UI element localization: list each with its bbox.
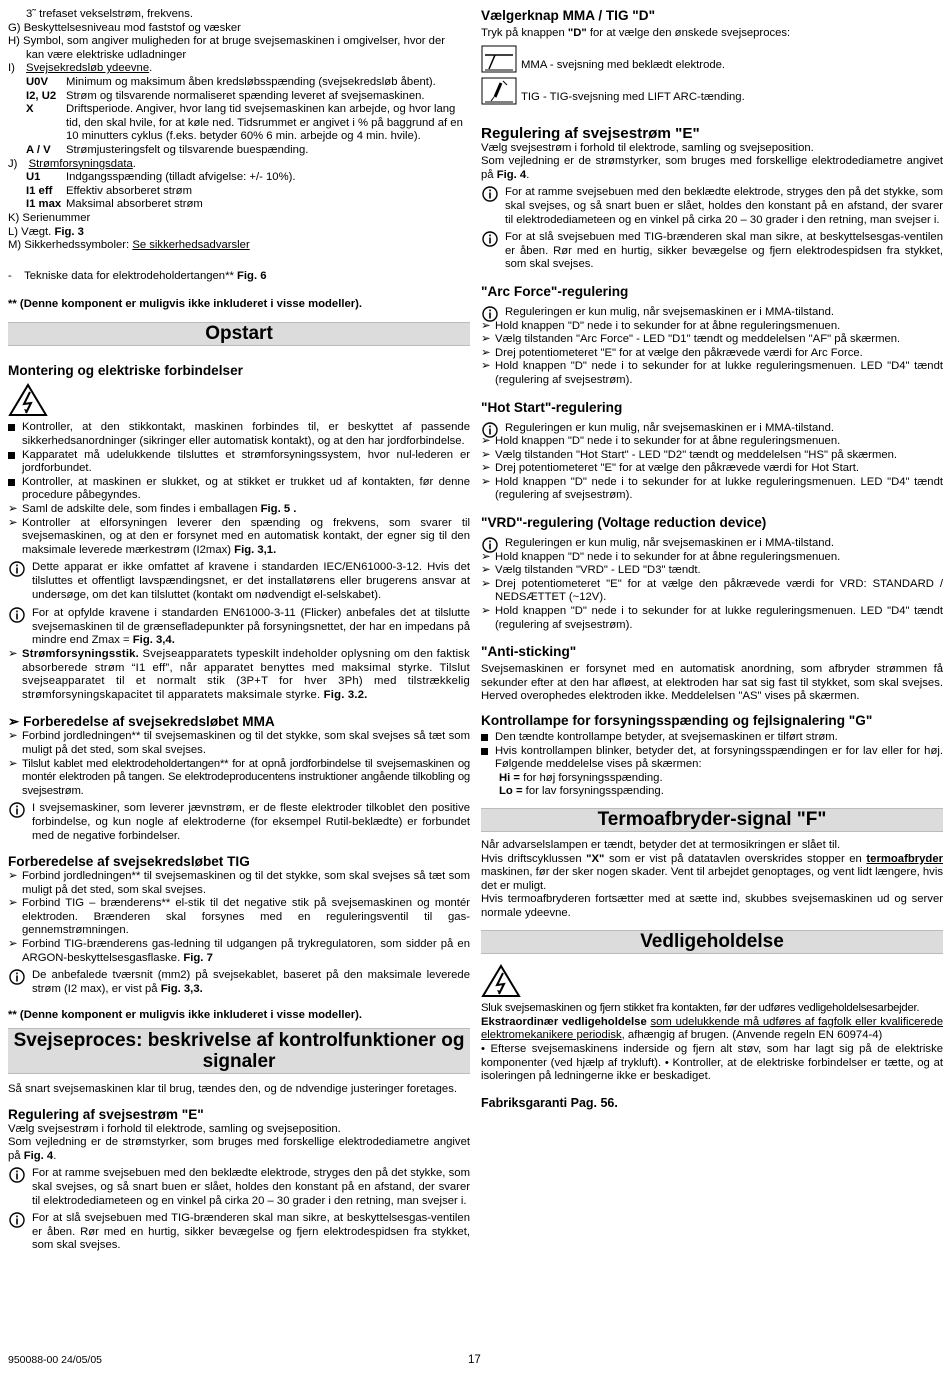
list-item: ➢ Hold knappen "D" nede i to sekunder for at lukke reguleringsmenuen. LED "D4" tændt (regulering af svejsestrøm). xyxy=(481,605,943,631)
document-code: 950088-00 24/05/05 xyxy=(8,1354,103,1366)
banner-svejseproces: Svejseproces: beskrivelse af kontrolfunktioner og signaler xyxy=(8,1028,470,1074)
banner-termoafbryder: Termoafbryder-signal "F" xyxy=(481,808,943,832)
arrow-bullet-icon: ➢ xyxy=(481,550,491,563)
tig-torch-icon xyxy=(481,77,517,105)
arrow-bullet-icon: ➢ xyxy=(8,938,18,951)
text-line: G) Beskyttelsesniveau mod faststof og væsker xyxy=(8,21,241,34)
section-j: J) Strømforsyningsdata. xyxy=(8,157,136,170)
text-line: Sluk svejsemaskinen og fjern stikket fra kontakten, før der udføres vedligeholdelsesarbejder. xyxy=(481,1002,920,1015)
arrow-bullet-icon: ➢ xyxy=(8,757,18,770)
safety-link[interactable]: Se sikkerhedsadvarsler xyxy=(132,239,250,252)
arrow-bullet-icon: ➢ xyxy=(481,346,491,359)
list-item: Kontroller, at maskinen er slukket, og at stikket er trukket ud af kontakten, før denne procedure påbegyndes. xyxy=(8,476,470,503)
square-bullet-icon xyxy=(8,424,15,431)
text-line: Som vejledning er de strømstyrker, som bruges med forskellige elektrodediametre angivet på Fig. 4. xyxy=(481,155,943,181)
section-j-title: Strømforsyningsdata xyxy=(28,157,133,170)
heading-hot-start: "Hot Start"-regulering xyxy=(481,399,623,415)
list-item: ➢ Forbind TIG-brænderens gas-ledning til udgangen på trykregulatoren, som sidder på en ARGON-beskyttelsesgasflaske. Fig. 7 xyxy=(8,938,470,964)
info-note: Dette apparat er ikke omfattet af kravene i standarden IEC/EN61000-3-12. Hvis det tilsluttes et offentligt lavspændingsnet, er det installatørens eller brugerens ansvar at undersøge, om det kan tilsluttet (kontakt om nødvendigt el-selskabet). xyxy=(8,561,470,602)
list-item: ➢ Drej potentiometeret "E" for at vælge den påkrævede værdi for VRD: STANDARD / NEDSÆTTET (~12V). xyxy=(481,577,943,604)
info-note: De anbefalede tværsnit (mm2) på svejsekablet, baseret på den maksimale leverede strøm (I2 max), er vist på Fig. 3,3. xyxy=(8,969,470,996)
arrow-bullet-icon: ➢ xyxy=(8,516,18,529)
arrow-bullet-icon: ➢ xyxy=(481,360,491,373)
list-item: ➢ Strømforsyningsstik. Svejseapparatets typeskilt indeholder oplysning om den faktisk absorberede strøm “I1 eff”, når apparatet benyttes med maksimal styrke. Tilslut svejseapparatet til et normalt stik (3P+T for hver 3Ph) med tilstrækkelig strømforsyningskapacitet til apparatets maksimale styrke. Fig. 3.2. xyxy=(8,647,470,701)
section-i: I) Svejsekredsløb ydeevne. xyxy=(8,62,153,75)
text-line: H) Symbol, som angiver muligheden for at bruge svejsemaskinen i omgivelser, hvor der xyxy=(8,35,446,48)
text-line: kan være elektriske udladninger xyxy=(26,48,187,61)
square-bullet-icon xyxy=(481,748,488,755)
arrow-bullet-icon: ➢ xyxy=(481,577,491,590)
text-line: Hi = for høj forsyningsspænding. xyxy=(499,771,663,784)
text-line: L) Vægt. Fig. 3 xyxy=(8,225,84,238)
arrow-bullet-icon: ➢ xyxy=(481,605,491,618)
arrow-bullet-icon: ➢ xyxy=(8,714,24,730)
electric-warning-icon xyxy=(8,383,48,417)
section-i-title: Svejsekredsløb ydeevne xyxy=(26,62,150,75)
info-note: For at slå svejsebuen med TIG-brænderen skal man sikre, at beskyttelsesgas-ventilen er åben. Rør med en hurtig, sikker bevægelse og fjern elektrodespidsen fra stykket, som skal svejses. xyxy=(8,1212,470,1253)
info-icon xyxy=(482,231,498,247)
footnote: ** (Denne komponent er muligvis ikke inkluderet i visse modeller). xyxy=(8,298,363,311)
list-item: ➢ Drej potentiometeret "E" for at vælge den påkrævede værdi for Hot Start. xyxy=(481,462,860,475)
info-icon xyxy=(9,1212,25,1228)
left-column xyxy=(8,8,470,1253)
list-item: ➢ Hold knappen "D" nede i to sekunder for at åbne reguleringsmenuen. xyxy=(481,435,841,448)
heading-arc-force: "Arc Force"-regulering xyxy=(481,283,629,299)
heading-tig: Forberedelse af svejsekredsløbet TIG xyxy=(8,854,250,870)
list-item: ➢ Forbind jordledningen** til svejsemaskinen og til det stykke, som skal svejses så tæt som muligt på det sted, som skal svejses. xyxy=(8,730,470,756)
info-note: For at ramme svejsebuen med den beklædte elektrode, stryges den på det stykke, som skal svejses, og så snart buen er slået, holdes den konstant på en afstand, der svarer til elektrodediameteen og en vinkel på cirka 20 – 30 grader i den retning, man svejser i. xyxy=(481,186,943,227)
info-icon xyxy=(9,1167,25,1183)
text-line: Lo = for lav forsyningsspænding. xyxy=(499,785,664,798)
list-item: Hvis kontrollampen blinker, betyder det, at forsyningsspændingen er for lav eller for høj. Følgende meddelelse vises på skærmen: xyxy=(481,745,943,772)
info-icon xyxy=(9,561,25,577)
arrow-bullet-icon: ➢ xyxy=(481,448,491,461)
text-line: Når advarselslampen er tændt, betyder det at termosikringen er slået til. xyxy=(481,838,841,851)
arrow-bullet-icon: ➢ xyxy=(8,870,18,883)
text-line: Som vejledning er de strømstyrker, som bruges med forskellige elektrodediametre angivet på Fig. 4. xyxy=(8,1136,470,1162)
arrow-bullet-icon: ➢ xyxy=(481,564,491,577)
arrow-bullet-icon: ➢ xyxy=(8,897,18,910)
arrow-bullet-icon: ➢ xyxy=(481,462,491,475)
mma-option: MMA - svejsning med beklædt elektrode. xyxy=(481,45,943,73)
list-item: ➢ Forbind TIG – brænderens** el-stik til det negative stik på svejsemaskinen og montér elektroden. Brænderen skal forsynes med en reguleringsventil til gas-gennemstrømningen. xyxy=(8,897,470,937)
text-line: 3˜ trefaset vekselstrøm, frekvens. xyxy=(26,8,193,20)
heading-regulering: Regulering af svejsestrøm "E" xyxy=(8,1106,204,1122)
text-block: Svejsemaskinen er forsynet med en automatisk anordning, som afbryder strømmen få sekunder efter at den har afløest, at elektroden har sat sig fast til stykket, som skal svejses. Herved overophedes elektroden ikke. Meddelelsen "AS" vises på skærmen. xyxy=(481,663,943,703)
footnote: ** (Denne komponent er muligvis ikke inkluderet i visse modeller). xyxy=(8,1009,363,1022)
arrow-bullet-icon: ➢ xyxy=(481,475,491,488)
info-note: I svejsemaskiner, som leverer jævnstrøm, er de fleste elektroder tilkoblet den positive forbindelse, og kun nogle af elektroderne (for eksempel Rutil-beklædte) er forbundet med de negative forbindelser. xyxy=(8,802,470,843)
text-line: K) Serienummer xyxy=(8,211,91,224)
text-block: • Efterse svejsemaskinens inderside og fjern alt støv, som har lagt sig på de elektriske komponenter (ved hjælp af trykluft). • Kontroller, at de elektriske forbindelser er tætte, og at isoleringen på ledningerne ikke er beskadiget. xyxy=(481,1042,943,1083)
square-bullet-icon xyxy=(8,452,15,459)
list-item: Den tændte kontrollampe betyder, at svejsemaskinen er tilført strøm. xyxy=(481,731,943,745)
arrow-bullet-icon: ➢ xyxy=(8,647,18,660)
list-item: Kapparatet må udelukkende tilsluttes et strømforsyningssystem, hvor nul-lederen er jordforbundet. xyxy=(8,449,470,476)
heading-vaelgerknap: Vælgerknap MMA / TIG "D" xyxy=(481,8,656,23)
right-column xyxy=(481,8,943,1110)
list-item: ➢ Vælg tilstanden "VRD" - LED "D3" tændt. xyxy=(481,564,701,577)
info-note: Reguleringen er kun mulig, når svejsemaskinen er i MMA-tilstand. xyxy=(481,422,943,436)
mma-electrode-icon xyxy=(481,45,517,73)
text-line: Tryk på knappen "D" for at vælge den ønskede svejseproces: xyxy=(481,27,791,39)
square-bullet-icon xyxy=(481,734,488,741)
info-icon xyxy=(9,802,25,818)
list-item: ➢ Tilslut kablet med elektrodeholdertangen** for at opnå jordforbindelse til svejsemaskinen og montér elektroden på tangen. Se elektrodeproducentens instruktioner angående tilkobling og svejsestrøm. xyxy=(8,757,470,797)
list-item: ➢ Vælg tilstanden "Hot Start" - LED "D2" tændt og meddelelsen "HS" på skærmen. xyxy=(481,448,898,461)
info-note: For at ramme svejsebuen med den beklædte elektrode, stryges den på det stykke, som skal svejses, og så snart buen er slået, holdes den konstant på en afstand, der svarer til elektrodediameteen og en vinkel på cirka 20 – 30 grader i den retning, man svejser i. xyxy=(8,1167,470,1208)
list-item: ➢ Drej potentiometeret "E" for at vælge den påkrævede værdi for Arc Force. xyxy=(481,346,863,359)
list-item: ➢ Forbind jordledningen** til svejsemaskinen og til det stykke, som skal svejses så tæt som muligt på det sted, som skal svejses. xyxy=(8,870,470,896)
heading-anti-sticking: "Anti-sticking" xyxy=(481,644,577,660)
text-block: Hvis termoafbryderen fortsætter med at sætte ind, skubbes svejsemaskinen ud og server normale ydeevne. xyxy=(481,893,943,919)
info-note: Reguleringen er kun mulig, når svejsemaskinen er i MMA-tilstand. xyxy=(481,537,943,551)
text-line: Vælg svejsestrøm i forhold til elektrode, samling og svejseposition. xyxy=(8,1122,341,1135)
arrow-bullet-icon: ➢ xyxy=(481,319,491,332)
tig-option: TIG - TIG-svejsning med LIFT ARC-tænding. xyxy=(481,77,943,105)
electric-warning-icon xyxy=(481,964,521,998)
list-item: ➢ Kontroller at elforsyningen leverer den spænding og frekvens, som svarer til svejsemaskinen, og at den er forsynet med en automatisk kontakt, der egner sig til den maksimale leverede mærkestrøm (I2max) Fig. 3,1. xyxy=(8,516,470,556)
text-line: Vælg svejsestrøm i forhold til elektrode, samling og svejseposition. xyxy=(481,141,814,154)
heading-montering: Montering og elektriske forbindelser xyxy=(8,362,243,378)
section-j-list: U1 Indgangsspænding (tilladt afvigelse: +/- 10%). I1 eff Effektiv absorberet strøm I1 max Maksimal absorberet strøm xyxy=(26,171,296,211)
heading-vrd: "VRD"-regulering (Voltage reduction device) xyxy=(481,515,767,531)
list-item: ➢ Hold knappen "D" nede i to sekunder for at åbne reguleringsmenuen. xyxy=(481,319,841,332)
page-number: 17 xyxy=(468,1354,481,1366)
list-item: ➢ Vælg tilstanden "Arc Force" - LED "D1" tændt og meddelelsen "AF" på skærmen. xyxy=(481,333,901,346)
section-i-list: U0V Minimum og maksimum åben kredsløbsspænding (svejsekredsløb åbent). I2, U2 Strøm og tilsvarende normaliseret spænding leveret af svejsemaskinen. X Driftsperiode. Angiver, hvor lang tid svejsemaskinen kan arbejde, og hvor lang tid, den skal hvile, for at køle ned. Tidsrummet er angivet i % på baggrund af en 10 minutters cyklus (f.eks. betyder 60% 6 min. arbejde og 4 min. hvile). A / V Strømjusteringsfelt og tilsvarende buespænding. xyxy=(26,75,463,156)
list-item: ➢ Hold knappen "D" nede i to sekunder for at åbne reguleringsmenuen. xyxy=(481,550,841,563)
fabriksgaranti: Fabriksgaranti Pag. 56. xyxy=(481,1095,618,1110)
list-item: ➢ Hold knappen "D" nede i to sekunder for at lukke reguleringsmenuen. LED "D4" tændt (regulering af svejsestrøm). xyxy=(481,360,943,386)
info-note: Reguleringen er kun mulig, når svejsemaskinen er i MMA-tilstand. xyxy=(481,306,943,320)
info-icon xyxy=(9,607,25,623)
text-line: M) Sikkerhedssymboler: Se sikkerhedsadvarsler xyxy=(8,239,250,252)
info-note: For at opfylde kravene i standarden EN61000-3-11 (Flicker) anbefales det at tilslutte svejsemaskinen til de grænsefladepunkter på forsyningsnettet, der har en impedans på mindre end Zmax = Fig. 3,4. xyxy=(8,607,470,648)
text-line: Så snart svejsemaskinen klar til brug, tændes den, og de ndvendige justeringer foretages. xyxy=(8,1083,457,1096)
info-note: For at slå svejsebuen med TIG-brænderen skal man sikre, at beskyttelsesgas-ventilen er åben. Rør med en hurtig, sikker bevægelse og fjern elektrodespidsen fra stykket, som skal svejses. xyxy=(481,231,943,272)
info-icon xyxy=(482,186,498,202)
text-line: - Tekniske data for elektrodeholdertangen** Fig. 6 xyxy=(8,269,267,282)
heading-mma: ➢ Forberedelse af svejsekredsløbet MMA xyxy=(8,714,275,730)
arrow-bullet-icon: ➢ xyxy=(8,503,18,516)
arrow-bullet-icon: ➢ xyxy=(8,730,18,743)
heading-regulering-right: Regulering af svejsestrøm "E" xyxy=(481,124,700,142)
banner-vedligeholdelse: Vedligeholdelse xyxy=(481,930,943,954)
heading-kontrollampe: Kontrollampe for forsyningsspænding og fejlsignalering "G" xyxy=(481,713,873,728)
list-item: Kontroller, at den stikkontakt, maskinen forbindes til, er beskyttet af passende sikkerhedsanordninger (sikringer eller automatisk kontakt), og at den har jordforbindelse. xyxy=(8,421,470,448)
list-item: ➢ Saml de adskilte dele, som findes i emballagen Fig. 5 . xyxy=(8,503,297,516)
arrow-bullet-icon: ➢ xyxy=(481,435,491,448)
text-block: Hvis driftscyklussen "X" som er vist på datatavlen overskrides stopper en termoafbryder maskinen, før der sker nogen skader. Vent til arbejdet genoptages, og vent lidt længere, hvis det er muligt. xyxy=(481,852,943,892)
text-block: Ekstraordinær vedligeholdelse som udelukkende må udføres af fagfolk eller kvalificerede elektromekanikere periodisk, afhængig af brugen. (Anvende regeln EN 60974-4) xyxy=(481,1015,944,1042)
list-item: ➢ Hold knappen "D" nede i to sekunder for at lukke reguleringsmenuen. LED "D4" tændt (regulering af svejsestrøm). xyxy=(481,475,943,502)
info-icon xyxy=(9,969,25,985)
banner-opstart: Opstart xyxy=(8,322,470,346)
arrow-bullet-icon: ➢ xyxy=(481,333,491,346)
square-bullet-icon xyxy=(8,479,15,486)
